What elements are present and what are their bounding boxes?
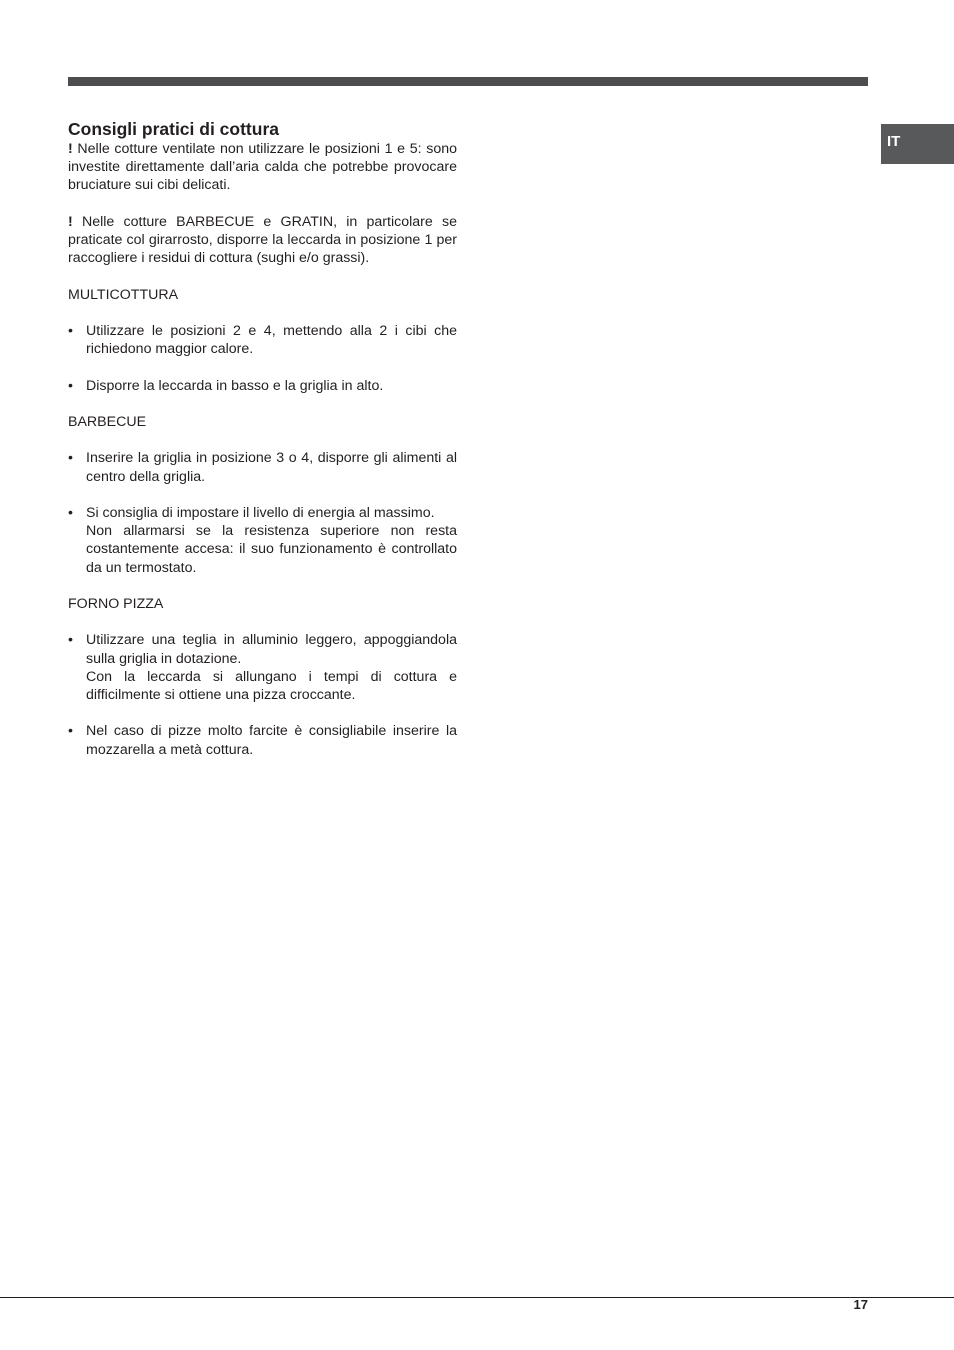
- group-heading-barbecue: BARBECUE: [68, 413, 147, 430]
- list-item: [68, 377, 457, 395]
- bullet-icon: •: [68, 504, 73, 521]
- bullet-icon: •: [68, 723, 73, 740]
- bottom-rule: [0, 1297, 954, 1298]
- list-item-text: Utilizzare le posizioni 2 e 4, mettendo alla 2 i cibi che richiedono maggior calore.: [86, 322, 457, 358]
- warning-paragraph: [68, 213, 457, 268]
- bullet-icon: •: [68, 322, 73, 339]
- bullet-icon: •: [68, 377, 73, 394]
- list-item: [68, 322, 457, 358]
- main-content: [68, 118, 457, 759]
- list-item-text: Utilizzare una teglia in alluminio leggero, appoggiandola sulla griglia in dotazione.: [86, 632, 457, 667]
- language-tab: IT: [881, 124, 954, 164]
- list-item: [68, 722, 457, 758]
- list-item-text: Si consiglia di impostare il livello di energia al massimo.: [86, 504, 435, 521]
- list-item-text: Non allarmarsi se la resistenza superiore non resta costantemente accesa: il suo funzionamento è controllato da un termostato.: [86, 523, 457, 576]
- list-item-text: Inserire la griglia in posizione 3 o 4, disporre gli alimenti al centro della griglia.: [86, 450, 457, 485]
- list-item: [68, 631, 457, 704]
- section-title: Consigli pratici di cottura: [68, 119, 279, 139]
- warning-text: Nelle cotture BARBECUE e GRATIN, in particolare se praticate col girarrosto, disporre la leccarda in posizione 1 per raccogliere i residui di cottura (sughi e/o grassi).: [68, 213, 457, 267]
- list-item: [68, 504, 457, 577]
- group-heading-multicottura: MULTICOTTURA: [68, 286, 179, 303]
- top-rule: [68, 77, 868, 86]
- warning-mark: !: [68, 213, 73, 230]
- list-item-text: Disporre la leccarda in basso e la griglia in alto.: [86, 377, 384, 394]
- bullet-icon: •: [68, 450, 73, 467]
- list-item-text: Con la leccarda si allungano i tempi di cottura e difficilmente si ottiene una pizza croccante.: [86, 668, 457, 703]
- warning-text: Nelle cotture ventilate non utilizzare le posizioni 1 e 5: sono investite direttamente dall’aria calda che potrebbe provocare bruciature sui cibi delicati.: [68, 141, 457, 194]
- list-item: [68, 449, 457, 485]
- warning-paragraph: [68, 140, 457, 195]
- group-heading-forno-pizza: FORNO PIZZA: [68, 595, 164, 612]
- list-item-text: Nel caso di pizze molto farcite è consigliabile inserire la mozzarella a metà cottura.: [86, 723, 457, 758]
- bullet-icon: •: [68, 632, 73, 649]
- page-number: 17: [853, 1297, 868, 1312]
- warning-mark: !: [68, 141, 73, 157]
